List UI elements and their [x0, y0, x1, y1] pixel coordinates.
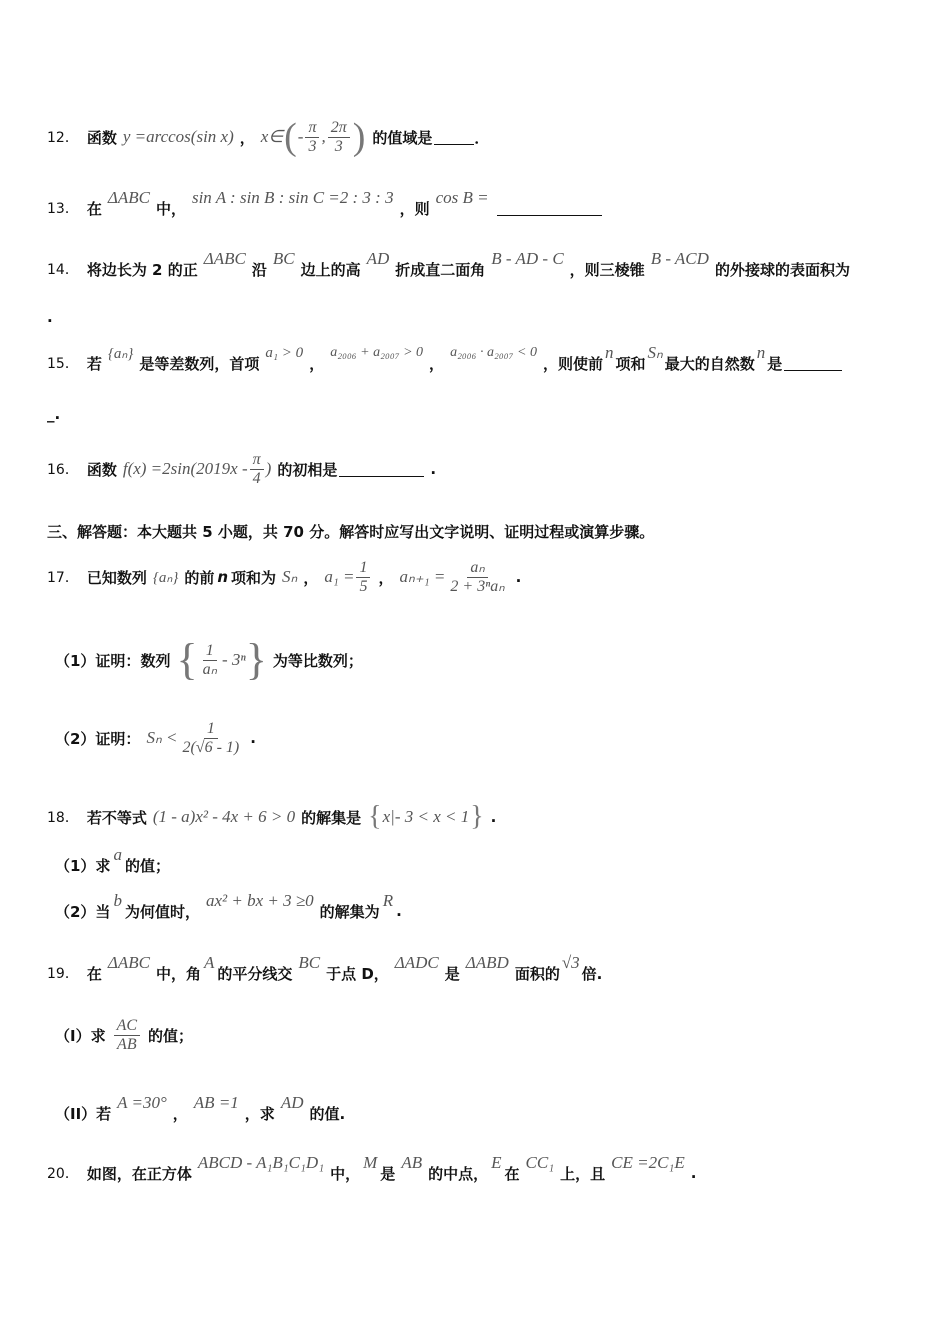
text: . [490, 808, 497, 826]
math-quadratic: ax² + bx + 3 ≥0 [205, 891, 314, 910]
numerator: π [250, 451, 264, 470]
math-expression [525, 1153, 555, 1183]
math-triangle: ΔABC [107, 953, 150, 972]
answer-blank[interactable] [339, 462, 424, 477]
question-number: 20． [47, 1166, 79, 1182]
question-number: 18． [47, 810, 79, 826]
math-expression [647, 343, 663, 373]
text: 为何值时， [124, 902, 200, 921]
fraction-pi-over-4 [250, 451, 264, 488]
text: ， [303, 568, 319, 587]
fraction-1-over-5 [356, 559, 370, 596]
text: 函数 [86, 460, 117, 479]
numerator: 1 [204, 720, 218, 739]
math-expression [107, 345, 134, 373]
question-number: 13． [47, 201, 79, 217]
question-17-part-1 [55, 630, 910, 690]
math-expression [113, 891, 122, 921]
math-expression [193, 1093, 239, 1123]
math-expression [491, 249, 564, 279]
question-18-part-2 [55, 893, 910, 929]
math-ratio: CE =2C₁E [611, 1153, 685, 1172]
text: 是等差数列，首项 [139, 354, 260, 373]
math-expression [561, 953, 580, 983]
question-number: 16． [47, 462, 79, 478]
math-expression [604, 343, 614, 373]
math-expression [363, 1153, 378, 1183]
numerator: AC [114, 1017, 140, 1036]
text: 为等比数列； [272, 651, 363, 670]
fraction-bound [179, 720, 242, 757]
math-expression [113, 845, 122, 875]
math-bc: BC [272, 249, 295, 268]
math-sum: a₂₀₀₆ + a₂₀₀₇ > 0 [330, 345, 424, 360]
math-expression [265, 344, 304, 372]
numerator: 1 [356, 559, 370, 578]
math-expression [205, 891, 314, 921]
paren-open-icon: ( [284, 116, 297, 158]
text: _. [47, 405, 61, 423]
text: 的解集为 [319, 902, 380, 921]
text: ． [474, 128, 490, 147]
answer-blank[interactable] [497, 201, 602, 216]
part-label: （1）证明：数列 [55, 651, 171, 670]
text: 边上的高 [300, 260, 361, 279]
numerator: aₙ [467, 559, 487, 578]
math-in: x∈ [260, 127, 284, 146]
math-close: ) [265, 459, 272, 478]
text: . [690, 1164, 697, 1182]
math-a1: a₁ = [324, 567, 355, 586]
part-label: （1）求 [55, 856, 111, 875]
math-expression [117, 1093, 167, 1123]
question-17-part-2 [55, 712, 910, 764]
math-expression [324, 559, 372, 596]
brace-close-icon: } [245, 635, 267, 684]
text: . [396, 902, 402, 920]
denominator: 4 [252, 469, 261, 487]
fraction-1-over-an [200, 642, 220, 679]
text: 在 [86, 964, 102, 983]
brace-open-icon: { [176, 635, 198, 684]
part-label: （II）若 [55, 1104, 112, 1123]
math-cosb: cos B = [435, 188, 489, 207]
text: ，则使前 [542, 354, 603, 373]
text-n: n [217, 568, 229, 586]
math-recurrence: aₙ₊₁ = [399, 567, 446, 586]
text: 的前 [184, 568, 215, 587]
math-expression [203, 953, 215, 983]
math-m: M [363, 1153, 378, 1172]
question-number: 17． [47, 570, 79, 586]
question-18-part-1 [55, 845, 910, 880]
text: 的值； [148, 1026, 194, 1045]
denominator: 3 [308, 137, 317, 155]
math-triangle: ΔABC [107, 188, 150, 207]
math-e: E [491, 1153, 502, 1172]
math-expression [330, 345, 424, 371]
math-sequence: {aₙ} [107, 345, 134, 362]
math-ab: AB =1 [193, 1093, 239, 1112]
text: 将边长为 2 的正 [86, 260, 198, 279]
math-expression [107, 953, 150, 983]
text: 的外接球的表面积为 [714, 260, 850, 279]
denominator: 3 [334, 137, 343, 155]
text: ，则 [399, 199, 430, 218]
math-sqrt3: √3 [561, 953, 580, 972]
math-triangle-adc: ΔADC [394, 953, 439, 972]
question-17 [47, 552, 910, 602]
math-minus: - [297, 127, 304, 146]
math-expression [401, 1153, 423, 1183]
math-expression [107, 188, 150, 218]
math-ab: AB [401, 1153, 423, 1172]
math-set [367, 798, 485, 836]
math-sn-less: Sₙ < [146, 728, 178, 747]
text: ， [429, 354, 445, 373]
math-bc: BC [298, 953, 321, 972]
question-18 [47, 797, 910, 837]
text: 的值； [124, 856, 170, 875]
math-r: R [382, 891, 394, 910]
math-ratio: sin A : sin B : sin C =2 : 3 : 3 [191, 188, 394, 207]
text: 的平分线交 [217, 964, 293, 983]
question-12 [47, 113, 910, 161]
math-expression [112, 1017, 142, 1054]
denominator: aₙ [202, 660, 217, 678]
math-n: n [604, 343, 614, 362]
denominator: 5 [359, 577, 368, 595]
text: 中， [155, 199, 186, 218]
math-a: A [203, 953, 215, 972]
text: 沿 [251, 260, 267, 279]
answer-blank[interactable] [434, 130, 474, 145]
question-15 [47, 345, 910, 381]
text: 最大的自然数 [664, 354, 755, 373]
math-expression [611, 1153, 685, 1183]
question-16 [47, 446, 910, 492]
text: ， [378, 568, 394, 587]
math-expression [123, 451, 271, 488]
math-sequence: {aₙ} [152, 569, 179, 586]
text: 如图，在正方体 [86, 1164, 192, 1183]
math-product: a₂₀₀₆ · a₂₀₀₇ < 0 [450, 345, 537, 360]
text: . [250, 729, 256, 747]
text: 面积的 [514, 964, 560, 983]
math-expression [400, 559, 510, 596]
text: . [47, 308, 53, 326]
text: 若 [86, 354, 102, 373]
text: 的值域是 [372, 128, 433, 147]
math-expression [176, 635, 267, 684]
denominator: AB [117, 1035, 137, 1053]
math-expression [382, 891, 394, 921]
math-function: f(x) =2sin(2019x - [122, 459, 248, 478]
part-label: （I）求 [55, 1026, 106, 1045]
math-expression [366, 249, 390, 279]
math-expression: y =arccos(sin x) [122, 127, 234, 146]
text: 是 [444, 964, 460, 983]
math-pyramid: B - ACD [650, 249, 709, 268]
math-sn: Sₙ [647, 343, 663, 362]
brace-close-icon: } [470, 801, 484, 832]
math-minus-power: - 3ⁿ [221, 650, 246, 669]
text: 已知数列 [86, 568, 147, 587]
math-cube: ABCD - A₁B₁C₁D₁ [197, 1153, 325, 1172]
math-inequality: (1 - a)x² - 4x + 6 > 0 [152, 807, 296, 826]
question-19 [47, 955, 910, 991]
math-n: n [756, 343, 766, 362]
text: ， [172, 1104, 188, 1123]
section-heading: 三、解答题：本大题共 5 小题，共 70 分。解答时应写出文字说明、证明过程或演算步骤。 [47, 523, 655, 541]
math-angle: A =30° [117, 1093, 167, 1112]
text: 函数 [86, 128, 117, 147]
question-14-continuation [47, 307, 910, 327]
question-19-part-2 [55, 1095, 910, 1131]
math-expression [650, 249, 709, 279]
text: . [430, 460, 437, 478]
question-19-part-1 [55, 1010, 910, 1060]
part-label: （2）证明： [55, 729, 141, 748]
math-expression [756, 343, 766, 373]
question-20 [47, 1155, 910, 1191]
fraction-2pi-over-3 [328, 119, 350, 156]
text: ，求 [244, 1104, 275, 1123]
question-14 [47, 251, 910, 287]
math-expression [197, 1153, 325, 1183]
text: 项和 [615, 354, 646, 373]
denominator: 2 + 3ⁿaₙ [450, 577, 505, 595]
text: 是 [380, 1164, 396, 1183]
text: 于点 D， [326, 964, 389, 983]
text: 的中点， [428, 1164, 489, 1183]
text: 是 [767, 354, 783, 373]
numerator: 1 [203, 642, 217, 661]
fraction-pi-over-3 [305, 119, 319, 156]
text: ，则三棱锥 [569, 260, 645, 279]
math-dihedral: B - AD - C [491, 249, 564, 268]
math-b: b [113, 891, 122, 910]
fraction-recurrence [447, 559, 507, 596]
math-set-content: x|- 3 < x < 1 [382, 807, 470, 826]
text: ， [239, 128, 255, 147]
math-cc1: CC₁ [525, 1153, 555, 1172]
text: 的初相是 [277, 460, 338, 479]
math-ad: AD [280, 1093, 304, 1112]
fraction-ac-over-ab [114, 1017, 140, 1054]
math-expression [272, 249, 295, 279]
math-triangle: ΔABC [203, 249, 246, 268]
text: . [515, 568, 522, 586]
math-expression [280, 1093, 304, 1123]
math-comma: , [321, 127, 326, 146]
math-a1: a₁ > 0 [265, 344, 304, 361]
math-interval [261, 118, 367, 156]
question-number: 12． [47, 130, 79, 146]
denominator: 2(√6 - 1) [182, 738, 240, 756]
numerator: 2π [328, 119, 350, 138]
text: 中，角 [155, 964, 201, 983]
text: 上，且 [560, 1164, 606, 1183]
question-number: 14． [47, 262, 79, 278]
text: 的值. [309, 1104, 346, 1123]
math-expression [491, 1153, 502, 1183]
math-triangle-abd: ΔABD [465, 953, 509, 972]
math-expression [435, 188, 489, 218]
numerator: π [305, 119, 319, 138]
text: 折成直二面角 [395, 260, 486, 279]
text: ， [309, 354, 325, 373]
text: 在 [504, 1164, 520, 1183]
math-expression [394, 953, 439, 983]
math-a: a [113, 845, 122, 864]
math-expression [146, 720, 244, 757]
text: 的解集是 [301, 808, 362, 827]
math-ad: AD [366, 249, 390, 268]
text: 倍. [581, 964, 603, 983]
question-number: 15． [47, 356, 79, 372]
math-sn: Sₙ [282, 567, 298, 586]
paren-close-icon: ) [352, 116, 366, 158]
question-15-continuation [47, 404, 910, 424]
math-expression [465, 953, 509, 983]
question-13 [47, 190, 910, 226]
part-label: （2）当 [55, 902, 111, 921]
math-expression [298, 953, 321, 983]
math-expression [450, 345, 537, 371]
question-number: 19． [47, 966, 79, 982]
text: 在 [86, 199, 102, 218]
math-expression [191, 188, 394, 218]
text: 若不等式 [86, 808, 147, 827]
answer-blank[interactable] [784, 356, 842, 371]
text: 项和为 [231, 568, 277, 587]
math-expression [203, 249, 246, 279]
brace-open-icon: { [368, 801, 382, 832]
text: 中， [330, 1164, 361, 1183]
